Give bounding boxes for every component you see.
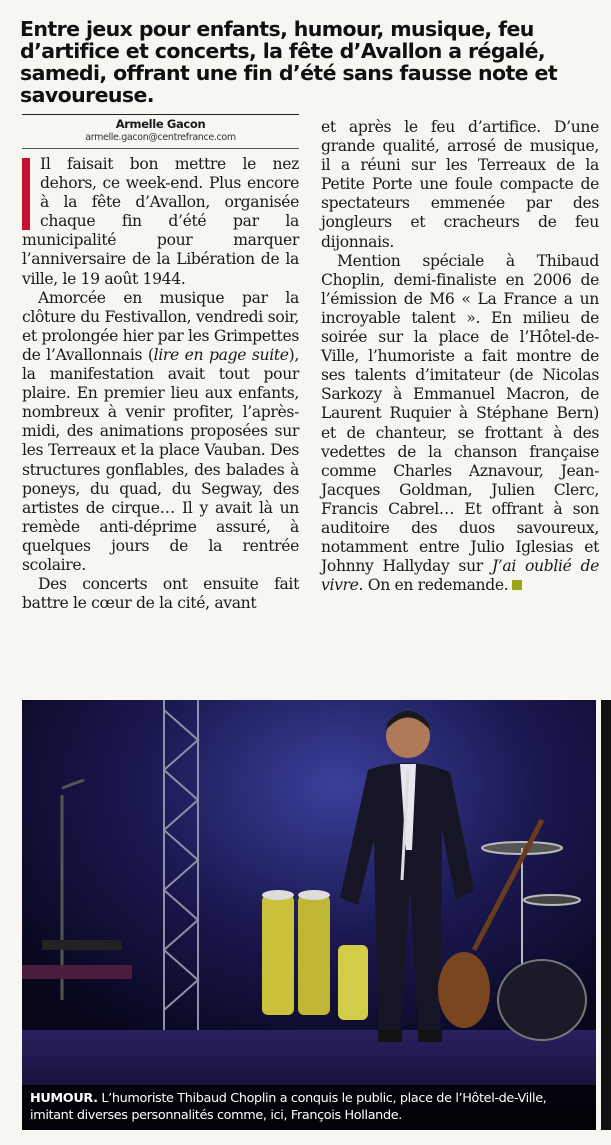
article-column-right [321,118,599,595]
paragraph-4 [321,252,599,596]
paragraph-3-continued [321,118,599,252]
paragraph-4-italic: J’ai oublié de vivre [321,557,599,595]
paragraph-1 [22,155,299,289]
article-column-left [22,114,299,613]
article-photo [22,700,596,1130]
article-headline: Entre jeux pour enfants, humour, musique, feu d’artifice et concerts, la fête d’Avallon a régalé, samedi, offrant une fin d’été sans fausse note et savoureuse. [20,17,558,107]
paragraph-3-cont-text: et après le feu d’artifice. D’une grande qualité, arrosé de musique, il a réuni sur les Terreaux de la Petite Porte une foule compacte de spectateurs emmenée par des jongleurs et cracheurs de feu dijonnais. [321,118,599,251]
drum-kit-icon [498,960,586,1040]
stage-photo-illustration [22,700,596,1130]
byline-rule-bottom [22,148,299,149]
author-email[interactable]: armelle.gacon@centrefrance.com [85,132,236,143]
paragraph-1-dropcap: I [40,155,46,173]
caption-text: L’humoriste Thibaud Choplin a conquis le public, place de l’Hôtel-de-Ville, imitant diverses personnalités comme, ici, François Hollande. [30,1091,547,1123]
byline-rule-top [22,114,299,115]
byline [22,118,299,144]
paragraph-1-text: l faisait bon mettre le nez dehors, ce week-end. Plus encore à la fête d’Avallon, organisée chaque fin d’été par la municipalité pour marquer l’anniversaire de la Libération de la ville, le 19 août 1944. [22,155,299,288]
dropcap-bar-icon [22,158,30,230]
paragraph-2 [22,289,299,575]
paragraph-2-text-b: ), la manifestation avait tout pour plaire. En premier lieu aux enfants, nombreux à venir profiter, l’après-midi, des animations proposées sur les Terreaux et la place Vauban. Des structures gonflables, des balades à poneys, du quad, du Segway, des artistes de cirque… Il y avait là un remède anti-déprime assuré, à quelques jours de la rentrée scolaire. [22,345,299,574]
keyboard-icon [22,965,132,979]
paragraph-2-text-a: Amorcée en musique par la clôture du Festivallon, vendredi soir, et prolongée hier par les Grimpettes de l’Avallonnais ( [22,288,299,364]
paragraph-3-text: Des concerts ont ensuite fait battre le cœur de la cité, avant [22,575,299,613]
paragraph-3 [22,575,299,613]
end-of-article-icon [512,580,522,590]
adjacent-photo-edge [601,700,611,1130]
author-name: Armelle Gacon [115,117,206,131]
paragraph-2-italic: lire en page suite [153,345,289,364]
paragraph-4-text-a: Mention spéciale à Thibaud Choplin, demi-finaliste en 2006 de l’émission de M6 « La France a un incroyable talent ». En milieu de soirée sur la place de l’Hôtel-de-Ville, l’humoriste a fait montre de ses talents d’imitateur (de Nicolas Sarkozy à Emmanuel Macron, de Laurent Ruquier à Stéphane Bern) et de chanteur, se frottant à des vedettes de la chanson française comme Charles Aznavour, Jean-Jacques Goldman, Julien Clerc, Francis Cabrel… Et offrant à son auditoire des duos savoureux, notamment entre Julio Iglesias et Johnny Hallyday sur [321,251,599,576]
photo-caption [22,1085,596,1130]
caption-keyword: HUMOUR. [30,1091,98,1106]
paragraph-4-text-b: . On en redemande. [358,576,509,595]
